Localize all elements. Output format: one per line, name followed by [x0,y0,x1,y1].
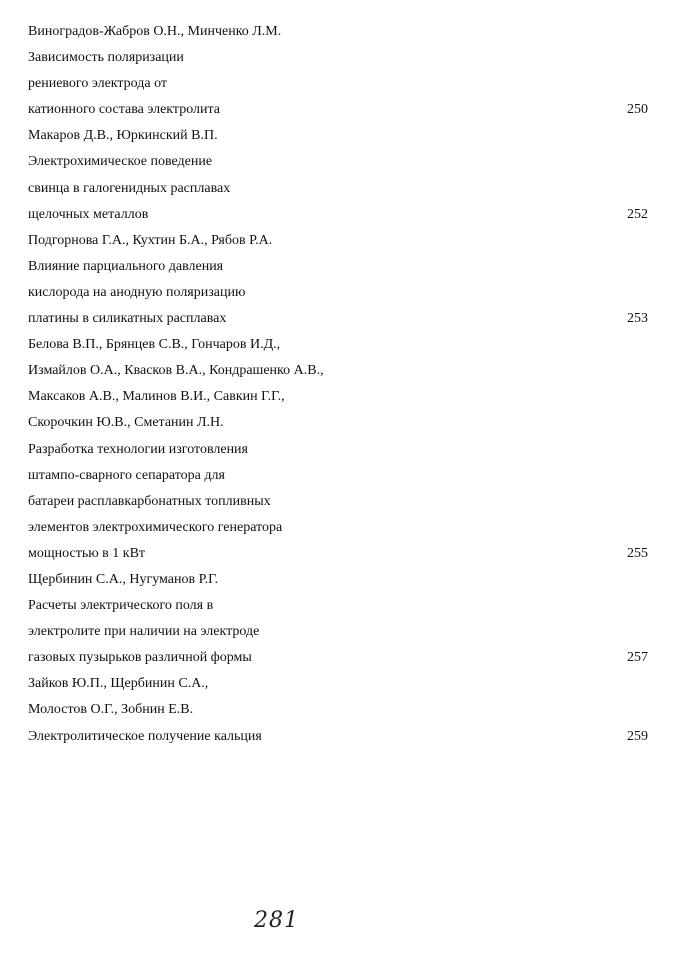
toc-line-text: батареи расплавкарбонатных топливных [28,493,271,509]
toc-line-text: мощностью в 1 кВт [28,545,146,561]
table-of-contents [28,19,648,750]
toc-line-text: Разработка технологии изготовления [28,441,248,457]
toc-line [28,463,648,489]
toc-page-number: 250 [627,102,648,118]
toc-line-text: Зайков Ю.П., Щербинин С.А., [28,676,209,692]
toc-line [28,410,648,436]
toc-line-text: газовых пузырьков различной формы [28,650,252,666]
toc-line [28,254,648,280]
toc-line [28,567,648,593]
toc-line-text: Белова В.П., Брянцев С.В., Гончаров И.Д., [28,337,281,353]
toc-line-text: Скорочкин Ю.В., Сметанин Л.Н. [28,415,224,431]
toc-line [28,645,648,671]
toc-line [28,697,648,723]
toc-line-text: щелочных металлов [28,206,149,222]
handwritten-page-number: 281 [254,908,299,933]
toc-line [28,541,648,567]
toc-line-text: Зависимость поляризации [28,50,184,66]
toc-line-text: Электролитическое получение кальция [28,728,262,744]
toc-line-text: платины в силикатных расплавах [28,311,227,327]
toc-line-text: Макаров Д.В., Юркинский В.П. [28,128,218,144]
toc-line [28,123,648,149]
toc-line-text: элементов электрохимического генератора [28,519,283,535]
toc-line-text: Электрохимическое поведение [28,154,213,170]
toc-line [28,228,648,254]
toc-line [28,593,648,619]
toc-page-number: 253 [627,311,648,327]
toc-line [28,306,648,332]
toc-line [28,619,648,645]
toc-line [28,176,648,202]
toc-line [28,489,648,515]
toc-line-text: Щербинин С.А., Нугуманов Р.Г. [28,571,219,587]
toc-line [28,437,648,463]
toc-line [28,384,648,410]
toc-line-text: Максаков А.В., Малинов В.И., Савкин Г.Г., [28,389,285,405]
toc-line [28,97,648,123]
toc-page-number: 255 [627,545,648,561]
toc-line-text: кислорода на анодную поляризацию [28,284,246,300]
toc-line [28,358,648,384]
toc-line-text: Влияние парциального давления [28,258,224,274]
toc-line [28,671,648,697]
toc-line-text: Виноградов-Жабров О.Н., Минченко Л.М. [28,24,282,39]
toc-line [28,71,648,97]
toc-line-text: катионного состава электролита [28,102,221,118]
toc-line [28,280,648,306]
toc-page-number: 259 [627,728,648,744]
toc-line-text: Подгорнова Г.А., Кухтин Б.А., Рябов Р.А. [28,232,273,248]
toc-line-text: штампо-сварного сепаратора для [28,467,225,483]
toc-line [28,45,648,71]
toc-line [28,515,648,541]
toc-line-text: Молостов О.Г., Зобнин Е.В. [28,702,194,718]
toc-line [28,19,648,45]
toc-line [28,332,648,358]
toc-line [28,724,648,750]
toc-line-text: Измайлов О.А., Квасков В.А., Кондрашенко А.В., [28,363,324,379]
toc-page-number: 257 [627,650,648,666]
toc-line [28,149,648,175]
toc-line-text: Расчеты электрического поля в [28,598,214,614]
toc-line [28,202,648,228]
toc-line-text: свинца в галогенидных расплавах [28,180,231,196]
toc-line-text: электролите при наличии на электроде [28,624,260,640]
toc-page-number: 252 [627,206,648,222]
toc-line-text: рениевого электрода от [28,76,168,92]
